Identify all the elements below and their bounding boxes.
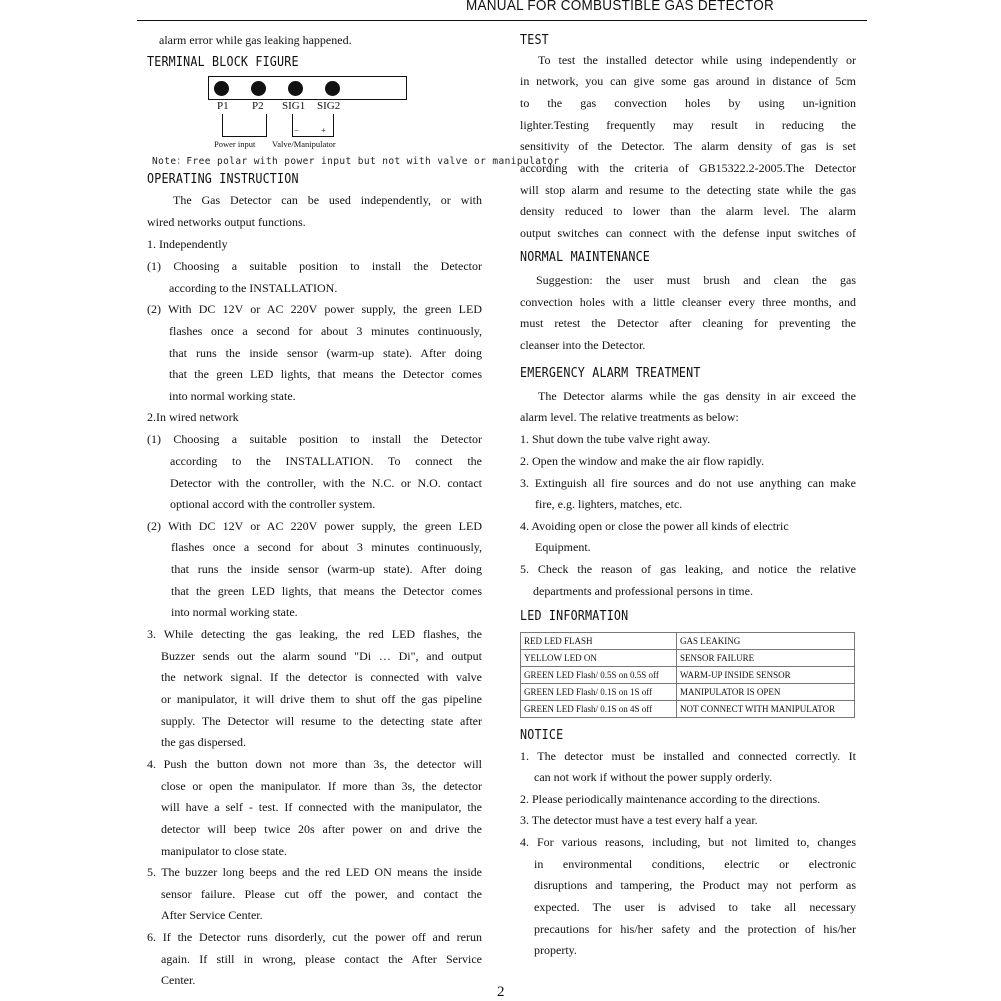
text-line: again. If still in wrong, please contact the After Service [161,952,482,966]
valve-label: Valve/Manipulator [272,139,336,149]
text-line: 2. Open the window and make the air flow rapidly. [520,454,765,468]
text-line: (2) With DC 12V or AC 220V power supply, the green LED [147,302,482,316]
text-line: according with the criteria of GB15322.2-2005.The Detector [520,161,856,175]
text-line: Buzzer sends out the alarm sound "Di … Di", and output [161,649,482,663]
text-line: density reduced to lower than the alarm level. The alarm [520,204,856,218]
text-line: wired networks output functions. [147,215,306,229]
led-table-row [521,633,855,650]
text-line: 3. Extinguish all fire sources and do not use anything can make [520,476,856,490]
text-line: optional accord with the controller system. [170,497,376,511]
text-line: that the green LED lights, that means the Detector comes [171,584,482,598]
text-line: 3. The detector must have a test every half a year. [520,813,758,827]
text-line: (1) Choosing a suitable position to install the Detector [147,259,482,273]
text-line: supply. The Detector will resume to the detecting state after [161,714,482,728]
led-heading: LED INFORMATION [520,609,629,624]
led-meaning-cell: NOT CONNECT WITH MANIPULATOR [677,701,855,718]
text-line: To test the installed detector while using independently or [538,53,856,67]
terminal-pin-sig1 [288,81,303,96]
text-line: 6. If the Detector runs disorderly, cut the power off and rerun [147,930,482,944]
text-line: The Detector alarms while the gas density in air exceed the [538,389,856,403]
terminal-pin-p2 [251,81,266,96]
text-line: flashes once a second for about 3 minutes continuously, [169,324,482,338]
maintenance-heading: NORMAL MAINTENANCE [520,250,651,265]
text-line: Suggestion: the user must brush and clean the gas [536,273,856,287]
text-line: 5. The buzzer long beeps and the red LED ON means the inside [147,865,482,879]
text-line: sensitivity of the Detector. The alarm density of gas is set [520,139,856,153]
emergency-heading: EMERGENCY ALARM TREATMENT [520,366,701,381]
text-line: the network signal. If the detector is connected with valve [161,670,482,684]
led-table-row [521,667,855,684]
terminal-note: Note：Free polar with power input but not with valve or manipulator [152,156,560,167]
text-line: flashes once a second for about 3 minutes continuously, [171,540,482,554]
text-line: manipulator to close state. [161,844,287,858]
operating-heading: OPERATING INSTRUCTION [147,172,299,187]
led-state-cell: YELLOW LED ON [521,650,677,667]
text-line: must retest the Detector after cleaning for preventing the [520,316,856,330]
led-state-cell: GREEN LED Flash/ 0.1S on 1S off [521,684,677,701]
text-line: (1) Choosing a suitable position to install the Detector [147,432,482,446]
text-line: in environmental conditions, electric or electronic [534,857,856,871]
led-table [520,632,855,718]
led-state-cell: GREEN LED Flash/ 0.1S on 4S off [521,701,677,718]
header-rule [137,20,867,21]
led-table-row [521,701,855,718]
text-line: into normal working state. [169,389,296,403]
pin-label-p2: P2 [252,100,264,112]
led-meaning-cell: GAS LEAKING [677,633,855,650]
pin-label-sig2: SIG2 [317,100,341,112]
text-line: in network, you can give some gas around in distance of 5cm [520,74,856,88]
text-line: (2) With DC 12V or AC 220V power supply, the green LED [147,519,482,533]
text-line: disruptions and tampering, the Product may not perform as [534,878,856,892]
text-line: output switches can connect with the defense input switches of [520,226,856,240]
intro-line: alarm error while gas leaking happened. [159,33,352,47]
led-table-row [521,650,855,667]
text-line: 4. For various reasons, including, but not limited to, changes [520,835,856,849]
text-line: or manipulator, it will drive them to shut off the gas pipeline [161,692,482,706]
led-table-row [521,684,855,701]
text-line: 1. Independently [147,237,228,251]
text-line: After Service Center. [161,908,263,922]
text-line: departments and professional persons in time. [533,584,753,598]
text-line: expected. The user is advised to take all necessary [534,900,856,914]
text-line: 3. While detecting the gas leaking, the red LED flashes, the [147,627,482,641]
plus-sign: + [321,125,326,135]
test-heading: TEST [520,33,549,48]
power-input-label: Power input [214,139,256,149]
pin-label-p1: P1 [217,100,229,112]
text-line: 5. Check the reason of gas leaking, and notice the relative [520,562,856,576]
text-line: Center. [161,973,196,987]
page-number: 2 [497,984,505,1000]
text-line: will have a self - test. If connected with the manipulator, the [161,800,482,814]
text-line: can not work if without the power supply orderly. [534,770,773,784]
led-meaning-cell: MANIPULATOR IS OPEN [677,684,855,701]
text-line: will stop alarm and resume to the detecting state while the gas [520,183,856,197]
notice-heading: NOTICE [520,728,564,743]
text-line: lighter.Testing frequently may result in reducing the [520,118,856,132]
text-line: according to the INSTALLATION. [169,281,338,295]
text-line: to the gas convection holes by using un-ignition [520,96,856,110]
text-line: that runs the inside sensor (warm-up state). After doing [171,562,482,576]
text-line: The Gas Detector can be used independently, or with [173,193,482,207]
text-line: 1. Shut down the tube valve right away. [520,432,711,446]
terminal-heading: TERMINAL BLOCK FIGURE [147,55,299,70]
text-line: that the green LED lights, that means the Detector comes [169,367,482,381]
led-state-cell: GREEN LED Flash/ 0.5S on 0.5S off [521,667,677,684]
text-line: Detector with the controller, with the N.C. or N.O. contact [170,476,482,490]
text-line: alarm level. The relative treatments as below: [520,410,739,424]
led-state-cell: RED LED FLASH [521,633,677,650]
minus-sign: − [294,125,299,135]
text-line: according to the INSTALLATION. To connect the [170,454,482,468]
led-meaning-cell: WARM-UP INSIDE SENSOR [677,667,855,684]
text-line: 2. Please periodically maintenance according to the directions. [520,792,821,806]
text-line: convection holes with a little cleanser every three months, and [520,295,856,309]
text-line: that runs the inside sensor (warm-up state). After doing [169,346,482,360]
pin-label-sig1: SIG1 [282,100,306,112]
text-line: property. [534,943,577,957]
terminal-pin-sig2 [325,81,340,96]
text-line: 2.In wired network [147,410,239,424]
text-line: close or open the manipulator. If more than 3s, the detector [161,779,482,793]
text-line: sensor failure. Please cut off the power, and contact the [161,887,482,901]
text-line: Equipment. [535,540,591,554]
power-wire [222,114,267,137]
terminal-block [208,76,407,100]
led-meaning-cell: SENSOR FAILURE [677,650,855,667]
terminal-pin-p1 [214,81,229,96]
text-line: fire, e.g. lighters, matches, etc. [535,497,683,511]
text-line: cleanser into the Detector. [520,338,646,352]
text-line: the gas dispersed. [161,735,246,749]
text-line: precautions for his/her safety and the protection of his/her [534,922,856,936]
text-line: 1. The detector must be installed and connected correctly. It [520,749,856,763]
page-header-title: MANUAL FOR COMBUSTIBLE GAS DETECTOR [466,0,774,14]
text-line: into normal working state. [171,605,298,619]
text-line: 4. Push the button down not more than 3s, the detector will [147,757,482,771]
text-line: 4. Avoiding open or close the power all kinds of electric [520,519,789,533]
text-line: detector will beep twice 20s after power on and drive the [161,822,482,836]
